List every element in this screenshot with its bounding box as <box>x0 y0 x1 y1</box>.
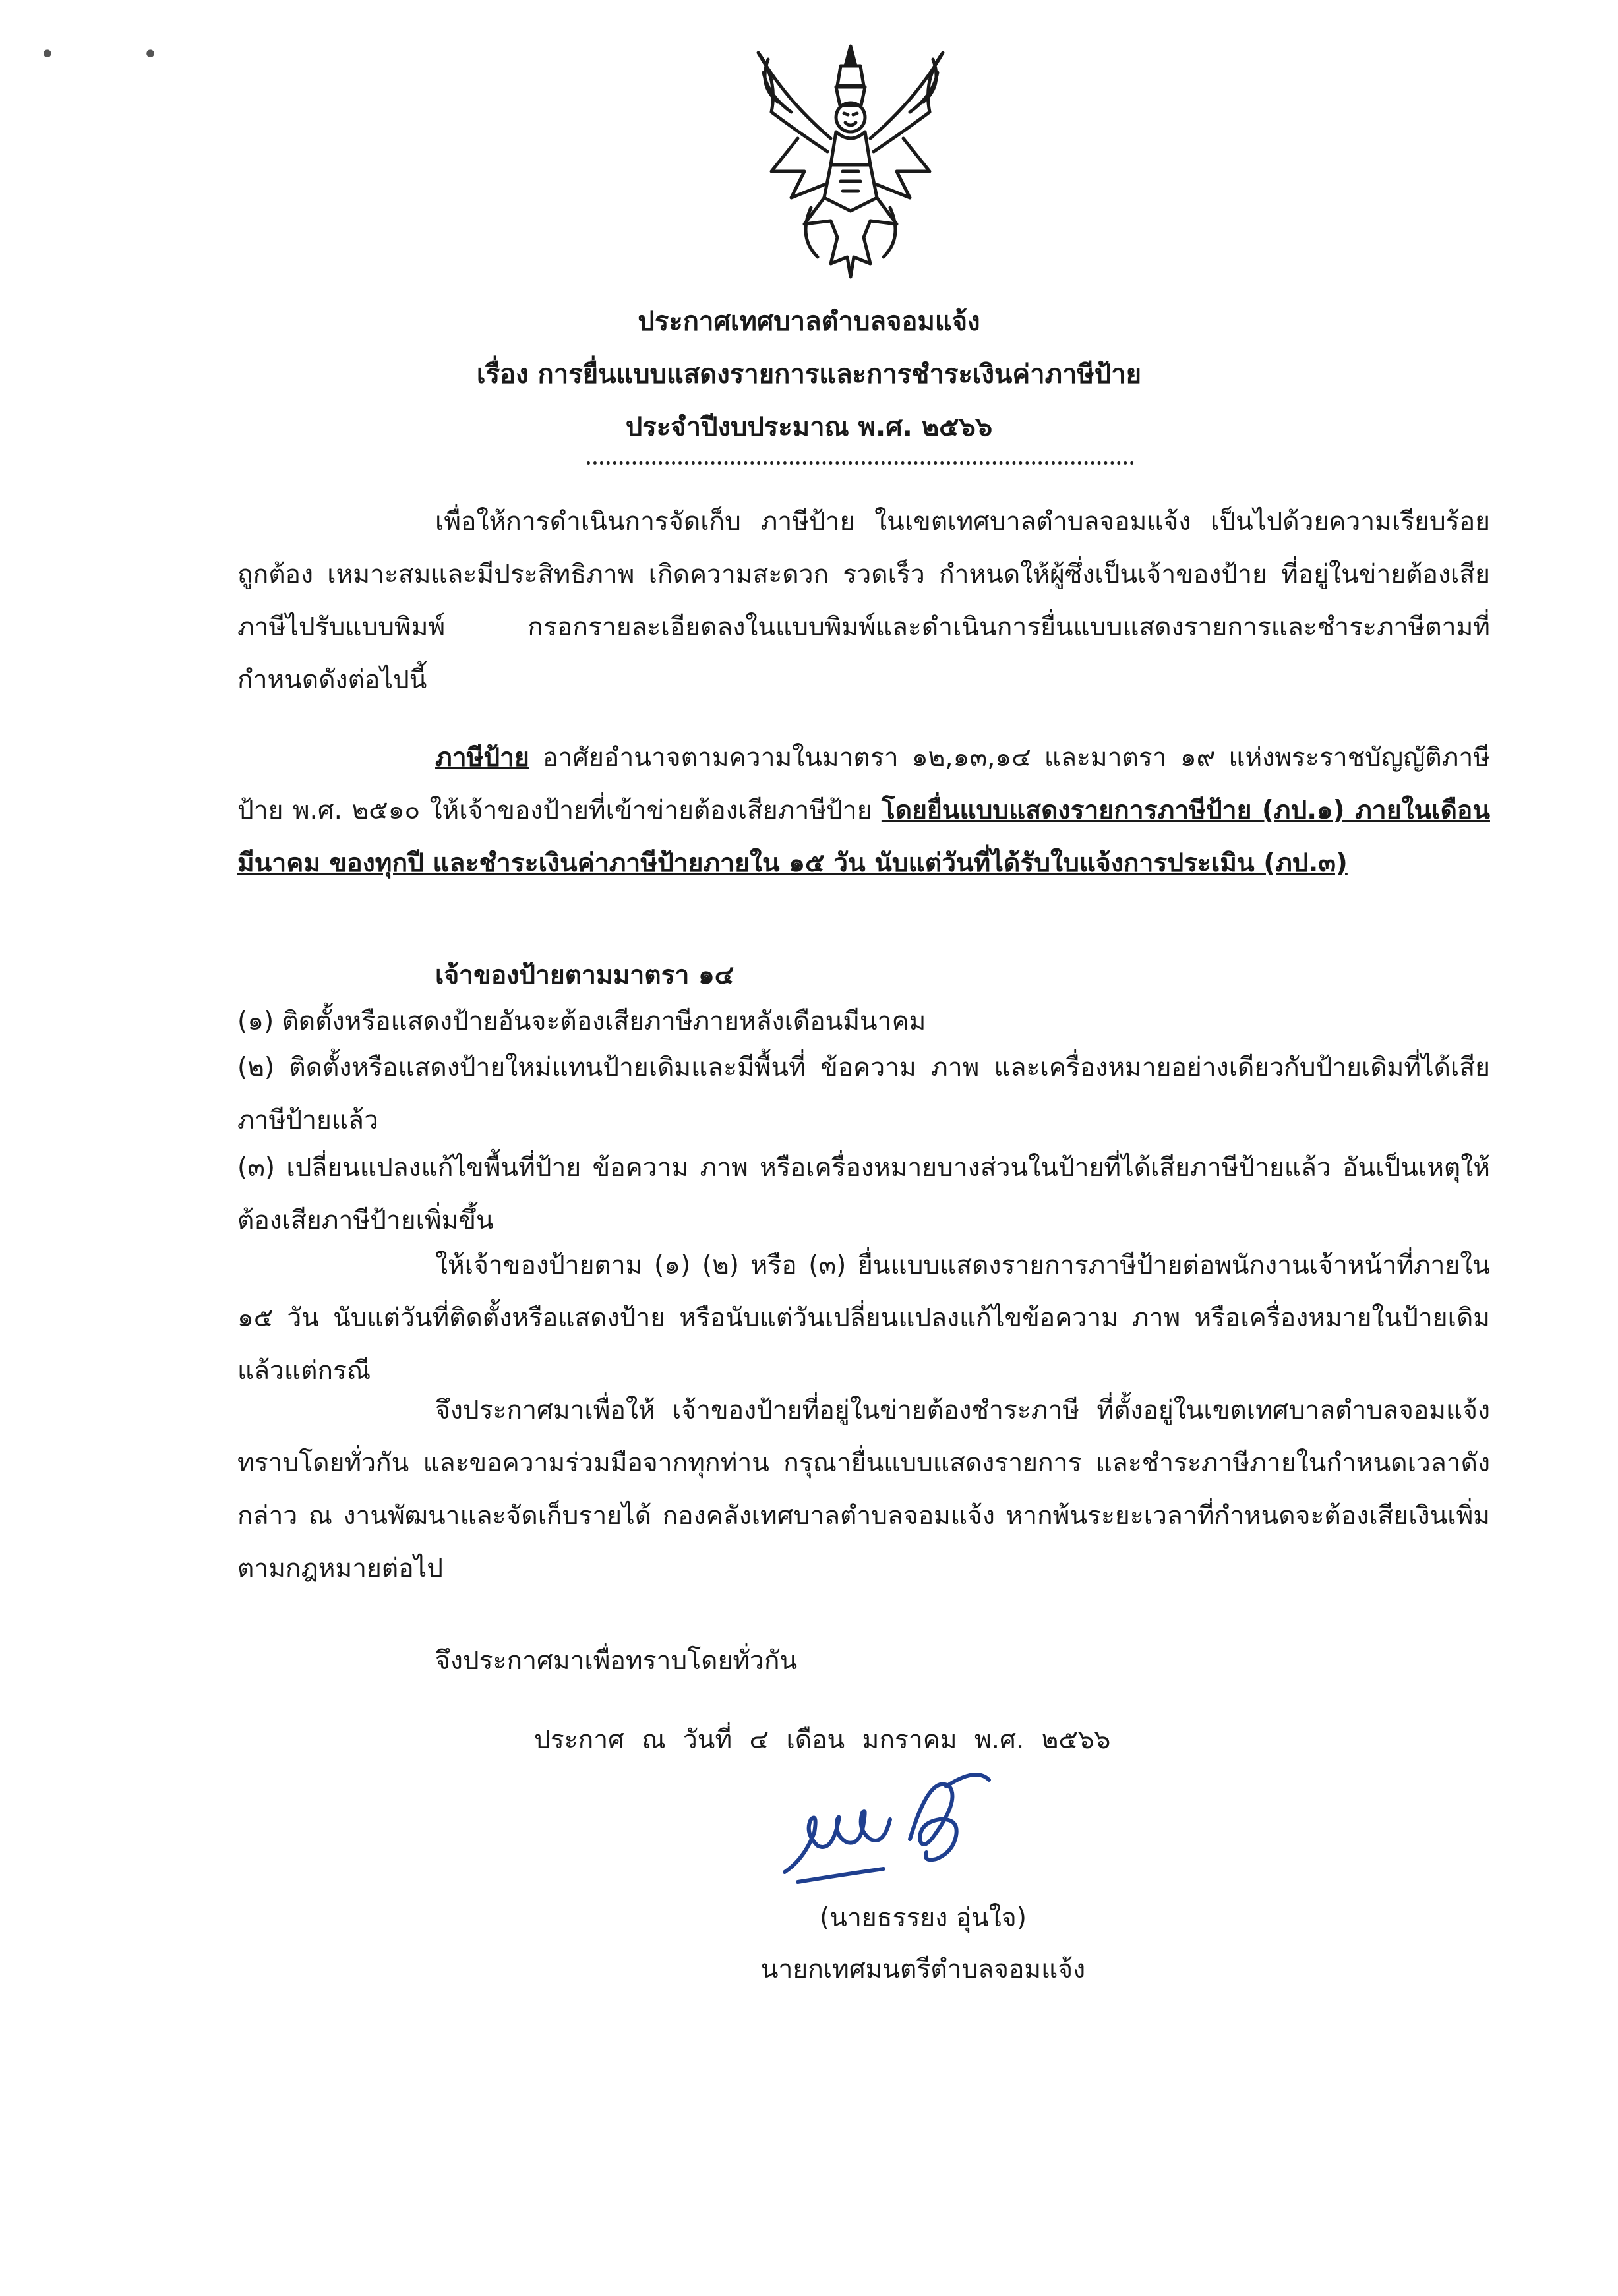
scan-artifact: • • <box>40 40 198 70</box>
filing-paragraph <box>237 1239 1490 1398</box>
condition-item-1-text: (๑) ติดตั้งหรือแสดงป้ายอันจะต้องเสียภาษีภายหลังเดือนมีนาคม <box>237 1007 926 1036</box>
tax-deadline-text: โดยยื่นแบบแสดงรายการภาษีป้าย (ภป.๑) ภายในเดือน มีนาคม ของทุกปี และชำระเงินค่าภาษีป้ายภายใน ๑๕ วัน นับแต่วันที่ได้รับใบแจ้งการประเมิน (ภป.๓) <box>237 796 1490 878</box>
condition-item-3 <box>237 1142 1490 1247</box>
condition-item-2 <box>237 1042 1490 1147</box>
announcement-title: ประกาศเทศบาลตำบลจอมแจ้ง <box>638 307 980 337</box>
announce-text: จึงประกาศมาเพื่อให้ เจ้าของป้ายที่อยู่ในข่ายต้องชำระภาษี ที่ตั้งอยู่ในเขตเทศบาลตำบลจอมแจ้ง ทราบโดยทั่วกัน และขอความร่วมมือจากทุกท่าน กรุณายื่นแบบแสดงรายการ และชำระภาษีภายในกำหนดเวลาดังกล่าว ณ งานพัฒนาและจัดเก็บรายได้ กองคลังเทศบาลตำบลจอมแจ้ง หากพ้นระยะเวลาที่กำหนดจะต้องเสียเงินเพิ่มตามกฎหมายต่อไป <box>237 1396 1490 1583</box>
owner-heading: เจ้าของป้ายตามมาตรา ๑๔ <box>435 960 734 990</box>
condition-item-3-text: (๓) เปลี่ยนแปลงแก้ไขพื้นที่ป้าย ข้อความ ภาพ หรือเครื่องหมายบางส่วนในป้ายที่ได้เสียภาษีป้ายแล้ว อันเป็นเหตุให้ต้องเสียภาษีป้ายเพิ่มขึ้น <box>237 1153 1490 1235</box>
signer-position: นายกเทศมนตรีตำบลจอมแจ้ง <box>760 1955 1086 1984</box>
garuda-emblem-icon <box>732 40 969 290</box>
handwritten-signature <box>778 1760 1002 1892</box>
condition-item-2-text: (๒) ติดตั้งหรือแสดงป้ายใหม่แทนป้ายเดิมและมีพื้นที่ ข้อความ ภาพ และเครื่องหมายอย่างเดียวกับป้ายเดิมที่ได้เสียภาษีป้ายแล้ว <box>237 1053 1490 1135</box>
tax-text: อาศัยอำนาจตามความในมาตรา ๑๒,๑๓,๑๔ และมาตรา ๑๙ แห่งพระราชบัญญัติภาษีป้าย พ.ศ. ๒๕๑๐ ให้เจ้าของป้ายที่เข้าข่ายต้องเสียภาษีป้าย <box>237 743 1490 825</box>
condition-item-1 <box>237 995 1490 1048</box>
fiscal-year: ประจำปีงบประมาณ พ.ศ. ๒๕๖๖ <box>625 412 993 442</box>
announcement-date: ประกาศ ณ วันที่ ๔ เดือน มกราคม พ.ศ. ๒๕๖๖ <box>534 1725 1111 1755</box>
intro-text: เพื่อให้การดำเนินการจัดเก็บ ภาษีป้าย ในเขตเทศบาลตำบลจอมแจ้ง เป็นไปด้วยความเรียบร้อย ถูกต้อง เหมาะสมและมีประสิทธิภาพ เกิดความสะดวก รวดเร็ว กำหนดให้ผู้ซึ่งเป็นเจ้าของป้าย ที่อยู่ในข่ายต้องเสียภาษีไปรับแบบพิมพ์ กรอกรายละเอียดลงในแบบพิมพ์และดำเนินการยื่นแบบแสดงรายการและชำระภาษีตามที่กำหนดดังต่อไปนี้ <box>237 507 1490 695</box>
intro-paragraph <box>237 496 1490 707</box>
dotted-divider <box>587 461 1134 465</box>
tax-label: ภาษีป้าย <box>435 743 529 773</box>
announce-paragraph <box>237 1384 1490 1595</box>
signer-name: (นายธรรยง อุ่นใจ) <box>820 1903 1027 1933</box>
tax-paragraph <box>237 732 1490 890</box>
closing-statement: จึงประกาศมาเพื่อทราบโดยทั่วกัน <box>435 1646 798 1676</box>
announcement-subject: เรื่อง การยื่นแบบแสดงรายการและการชำระเงินค่าภาษีป้าย <box>476 359 1142 390</box>
filing-text: ให้เจ้าของป้ายตาม (๑) (๒) หรือ (๓) ยื่นแบบแสดงรายการภาษีป้ายต่อพนักงานเจ้าหน้าที่ภายใน ๑๕ วัน นับแต่วันที่ติดตั้งหรือแสดงป้าย หรือนับแต่วันเปลี่ยนแปลงแก้ไขข้อความ ภาพ หรือเครื่องหมายในป้ายเดิม แล้วแต่กรณี <box>237 1251 1490 1386</box>
